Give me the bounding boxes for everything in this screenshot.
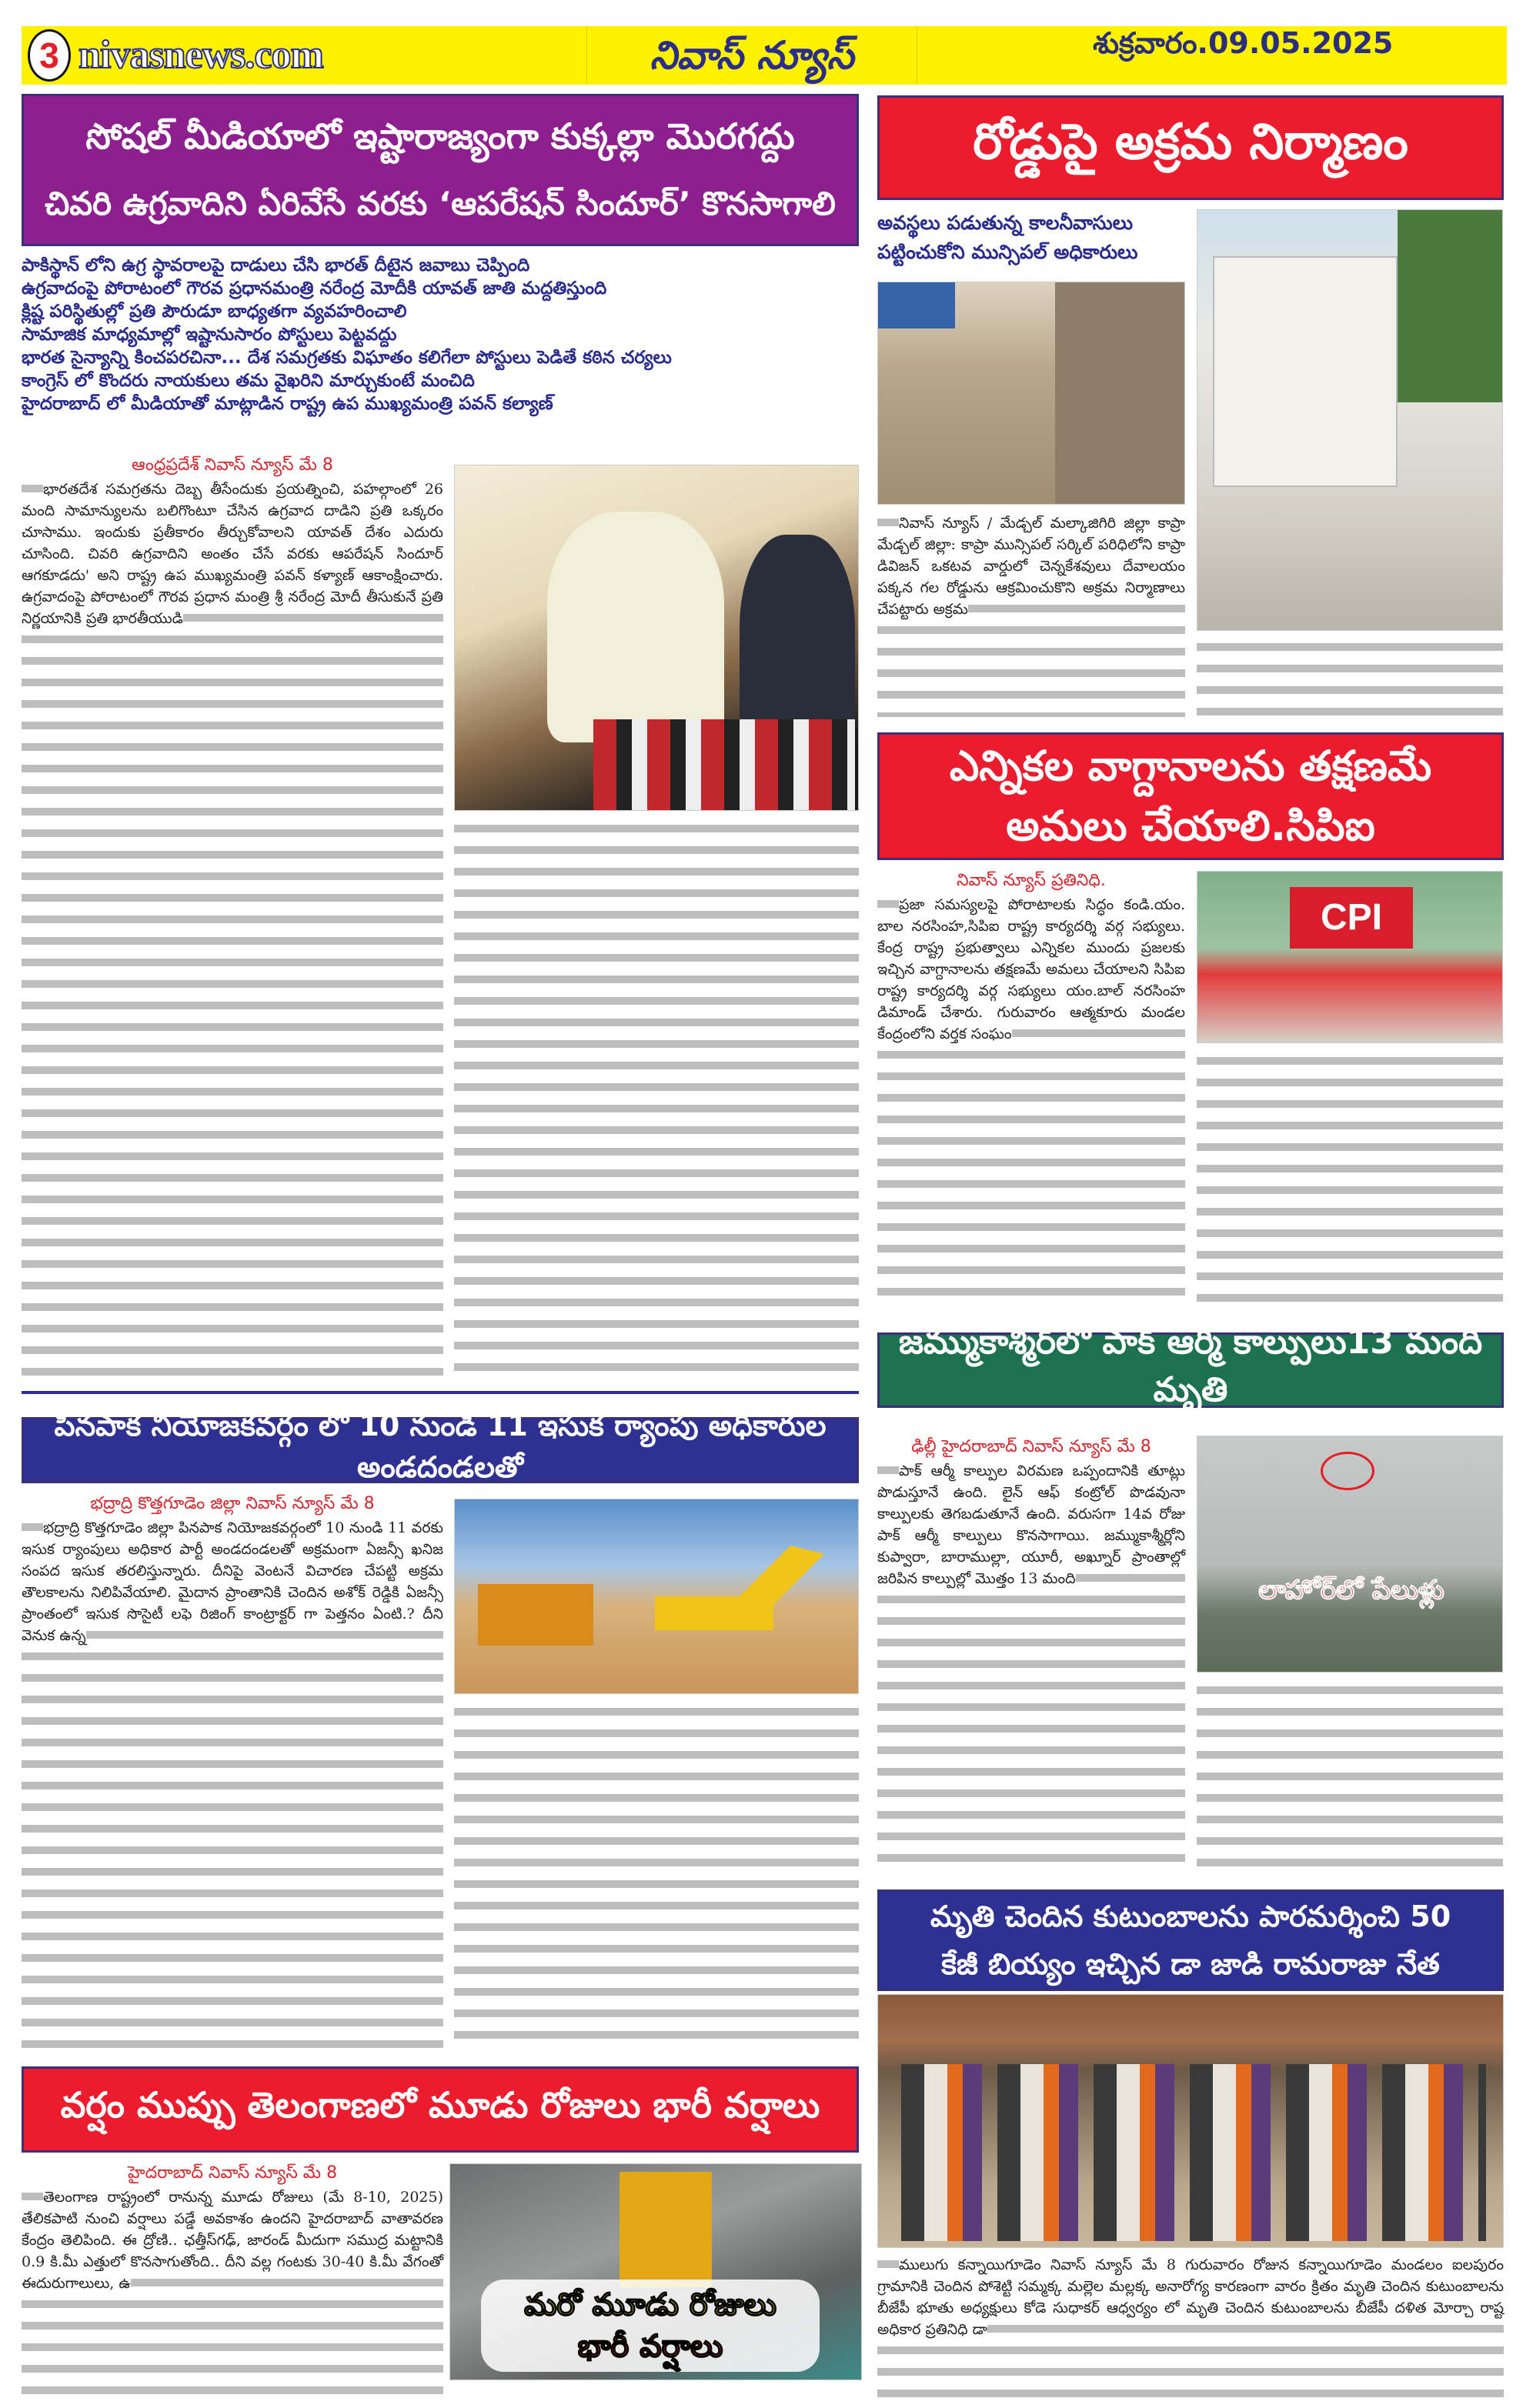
headline-line: చివరి ఉగ్రవాదిని ఏరివేసే వరకు ‘ఆపరేషన్ సిందూర్’ కొనసాగాలి [45,185,836,222]
group-of-people [901,2064,1486,2241]
headline-line: కేజీ బియ్యం ఇచ్చిన డా జాడి రామరాజు నేత [941,1947,1440,1981]
article-text: ప్రజా సమస్యలపై పోరాటాలకు సిద్ధం కండి.యం. బాల నరసింహ,సిపిఐ రాష్ట్ర కార్యదర్శి వర్గ సభ్యులు. కేంద్ర రాష్ట్ర ప్రభుత్వాలు ఎన్నికల ముందు ప్రజలకు ఇచ్చిన వాగ్దానాలను తక్షణమే అమలు చేయాలని సిపిఐ రాష్ట్ర కార్యదర్శి వర్గ సభ్యులు యం.బాల్ నరసింహ డిమాండ్ చేశారు. గురువారం ఆత్మకూరు మండల కేంద్రంలోని వర్తక సంఘం [877,896,1185,1042]
page-number: 3 [28,29,71,82]
subhead: భారత సైన్యాన్ని కించపరచినా... దేశ సమగ్రతకు విఘాతం కలిగేలా పోస్టులు పెడితే కఠిన చర్యలు [22,348,672,368]
photo-caption-line2: భారీ వర్షాలు [577,2329,723,2364]
headline-line: అమలు చేయాలి.సిపిఐ [1006,802,1375,850]
story6-photo [877,1994,1504,2248]
story4-body [22,1517,443,2048]
building [1213,256,1398,487]
party-banner: CPI [1290,887,1413,949]
article-text: పాక్ ఆర్మీ కాల్పుల విరమణ ఒప్పందానికి తూట్లు పొడుస్తూనే ఉంది. లైన్ ఆఫ్ కంట్రోల్ పొడవునా కాల్పులకు తెగబడుతూనే ఉంది. వరుసగా 14వ రోజు పాక్ ఆర్మీ కాల్పులు కొనసాగాయి. జమ్ముకాశ్మీర్లోని కుప్వారా, బారాముల్లా, యూరీ, అఖ్నూర్ ప్రాంతాల్లో జరిపిన కాల్పుల్లో మొత్తం 13 మంది [877,1462,1185,1587]
story1-body-continued [454,819,859,1379]
subhead: కాంగ్రెస్ లో కొందరు నాయకులు తమ వైఖరిని మార్చుకుంటే మంచిది [22,371,475,391]
shop-sign [878,282,955,329]
headline-line: ఎన్నికల వాగ్దానాలను తక్షణమే [949,742,1432,790]
tree [1398,210,1503,402]
article-text: ములుగు కన్నాయిగూడెం నివాస్ న్యూస్ మే 8 గురువారం రోజున కన్నాయిగూడెం మండలం ఐలపురం గ్రామానికి చెందిన పోశెట్టి సమ్మక్క మల్లెల మల్లక్క అనారోగ్య కారణంగా వారం క్రితం మృతి చెందిన కుటుంబాలను బీజేపీ భూతు అధ్యక్షులు కోడె సుధాకర్ ఆధ్వర్యం లో మృతి చెందిన కుటుంబాలను బీజేపీ దళిత మోర్చా రాష్ట అధికార ప్రతినిధి డా [877,2256,1504,2338]
story2-subhead: పట్టించుకోని మున్సిపల్ అధికారులు [877,241,1138,263]
story2-body-continued [1197,637,1503,717]
truck [478,1584,593,1646]
photo-caption-line1: మరో మూడు రోజులు [524,2287,777,2323]
subhead: పాకిస్థాన్ లోని ఉగ్ర స్థావరాలపై దాడులు చేసి భారత్ దీటైన జవాబు చెప్పింది [22,255,530,275]
divider [22,1391,859,1394]
story5-photo [1197,1436,1503,1673]
subhead: హైదరాబాద్ లో మీడియాతో మాట్లాడిన రాష్ట్ర ఉప ముఖ్యమంత్రి పవన్ కల్యాణ్ [22,394,553,414]
headline-line: మృతి చెందిన కుటుంబాలను పారమర్శించి 50 [930,1899,1451,1933]
story3-headline [877,732,1504,860]
story5-byline: ఢిల్లీ హైదరాబాద్ నివాస్ న్యూస్ మే 8 [911,1437,1151,1456]
story6-headline [877,1889,1504,1991]
story3-body-continued [1197,1051,1503,1309]
story2-photo-building [1197,209,1503,631]
microphones [593,719,855,811]
story2-subhead: అవస్థలు పడుతున్న కాలనీవాసులు [877,212,1134,234]
story1-byline: ఆంధ్రప్రదేశ్ నివాస్ న్యూస్ మే 8 [132,455,333,475]
story1-subheads [22,254,859,415]
construction [1055,282,1185,505]
story4-body-continued [454,1702,859,2048]
story7-body [22,2186,443,2402]
newspaper-logo: నివాస్ న్యూస్ [586,26,917,85]
subhead: క్లిష్ట పరిస్థితుల్లో ప్రతి పౌరుడూ బాధ్యతగా వ్యవహరించాలి [22,302,407,322]
article-text: తెలంగాణ రాష్ట్రంలో రానున్న మూడు రోజులు (మే 8-10, 2025) తేలికపాటి నుంచి వర్షాలు పడ్డే అవకాశం ఉందని హైదరాబాద్ వాతావరణ కేంద్రం తెలిపింది. ఈ ద్రోణి.. ఛత్తీస్‌గఢ్, జారండ్ మీదుగా సముద్ర మట్టానికి 0.9 కి.మీ ఎత్తులో కొనసాగుతోంది.. దీని వల్ల గంటకు 30-40 కి.మీ వేగంతో ఈదురుగాలులు, ఉ [22,2189,443,2292]
subhead: సామాజిక మాధ్యమాల్లో ఇష్టానుసారం పోస్టులు పెట్టవద్దు [22,325,397,345]
story3-byline: నివాస్ న్యూస్ ప్రతినిధి. [957,871,1106,890]
excavator [655,1546,824,1630]
speaker-figure [547,512,724,742]
story5-headline: జమ్ముకాశ్మీర్‌లో పాక్ ఆర్మీ కాల్పులు13 మంది మృతి [877,1332,1504,1408]
story2-body [877,512,1185,717]
story1-headline [22,94,859,246]
story1-photo [454,465,859,811]
story7-photo [449,2163,862,2380]
story4-photo [454,1499,859,1694]
story5-body [877,1460,1185,1876]
story2-photo-street [877,282,1185,505]
story7-headline: వర్షం ముప్పు తెలంగాణలో మూడు రోజులు భారీ వర్షాలు [22,2066,859,2153]
story4-byline: భద్రాద్రి కొత్తగూడెం జిల్లా నివాస్ న్యూస్ మే 8 [90,1494,375,1513]
story1-body [22,479,443,1379]
headline-line: సోషల్ మీడియాలో ఇష్టారాజ్యంగా కుక్కల్లా మొరగద్దు [85,115,795,157]
story6-body [877,2254,1504,2402]
site-url[interactable]: nivasnews.com [78,33,323,77]
article-text: నివాస్ న్యూస్ / మేడ్చల్ మల్కాజిగిరి జిల్లా కాప్రా మేడ్చల్ జిల్లా: కాప్రా మున్సిపల్ సర్కిల్ పరిధిలోని కాప్రా డివిజన్ ఒకటవ వార్డులో చెన్నకేశవులు దేవాలయం పక్కన గల రోడ్డును ఆక్రమించుకొని అక్రమ నిర్మాణాలు చేపట్టారు అక్రమ [877,515,1185,618]
story4-headline: పినపాక నియోజకవర్గం లో 10 నుండి 11 ఇసుక ర్యాంపు అధికారుల అండదండలతో [22,1417,859,1483]
article-text: భద్రాద్రి కొత్తగూడెం జిల్లా పినపాక నియోజకవర్గంలో 10 నుండి 11 వరకు ఇసుక ర్యాంపులు అధికార పార్టీ అండదండలతో అక్రమంగా ఏజన్సీ ఖనిజ సంపద ఇసుక తరలిస్తున్నారు. దీనిపై వెంటనే విచారణ చేపట్టి అక్రమ తౌలకాలను నిలిపివేయాలి. మైదాన ప్రాంతానికి చెందిన అశోక్ రెడ్డికి ఏజన్సీ ప్రాంతంలో ఇసుక సొసైటీ లఫె రిజింగ్ కాంట్రాక్టర్ గా పెత్తనం ఏంటి.? దీని వెనుక ఉన్న [22,1519,443,1644]
issue-date: శుక్రవారం.09.05.2025 [1093,26,1394,60]
subhead: ఉగ్రవాదంపై పోరాటంలో గౌరవ ప్రధానమంత్రి నరేంద్ర మోదీకి యావత్ జాతి మద్దతిస్తుంది [22,278,607,298]
photo-caption: లాహోర్‌లో పేలుళ్లు [1258,1575,1445,1606]
story7-byline: హైదరాబాద్ నివాస్ న్యూస్ మే 8 [127,2163,338,2183]
story5-body-continued [1197,1680,1503,1876]
story3-photo [1197,871,1503,1043]
article-text: భారతదేశ సమగ్రతను దెబ్బ తీసేందుకు ప్రయత్నించి, పహల్గాంలో 26 మంది సామాన్యులను బలిగొంటూ చేసిన ఉగ్రవాద దాడిని ప్రతి ఒక్కరం చూసాము. ఇందుకు ప్రతీకారం తీర్చుకోవాలని యావత్ దేశం ఎదురు చూసింది. చివరి ఉగ్రవాదిని అంతం చేసే వరకు ఆపరేషన్ సిందూర్ ఆగకూడదు' అని రాష్ట్ర ఉప ముఖ్యమంత్రి పవన్ కళ్యాణ్ ఆకాంక్షించారు. ఉగ్రవాదంపై పోరాటంలో గౌరవ ప్రధాన మంత్రి శ్రీ నరేంద్ర మోదీ తీసుకునే ప్రతి నిర్ణయానికి ప్రతి భారతీయుడి [22,481,443,627]
story3-body [877,894,1185,1309]
autorickshaw [620,2172,712,2287]
highlight-circle [1321,1452,1374,1490]
story2-headline: రోడ్డుపై అక్రమ నిర్మాణం [877,95,1504,200]
